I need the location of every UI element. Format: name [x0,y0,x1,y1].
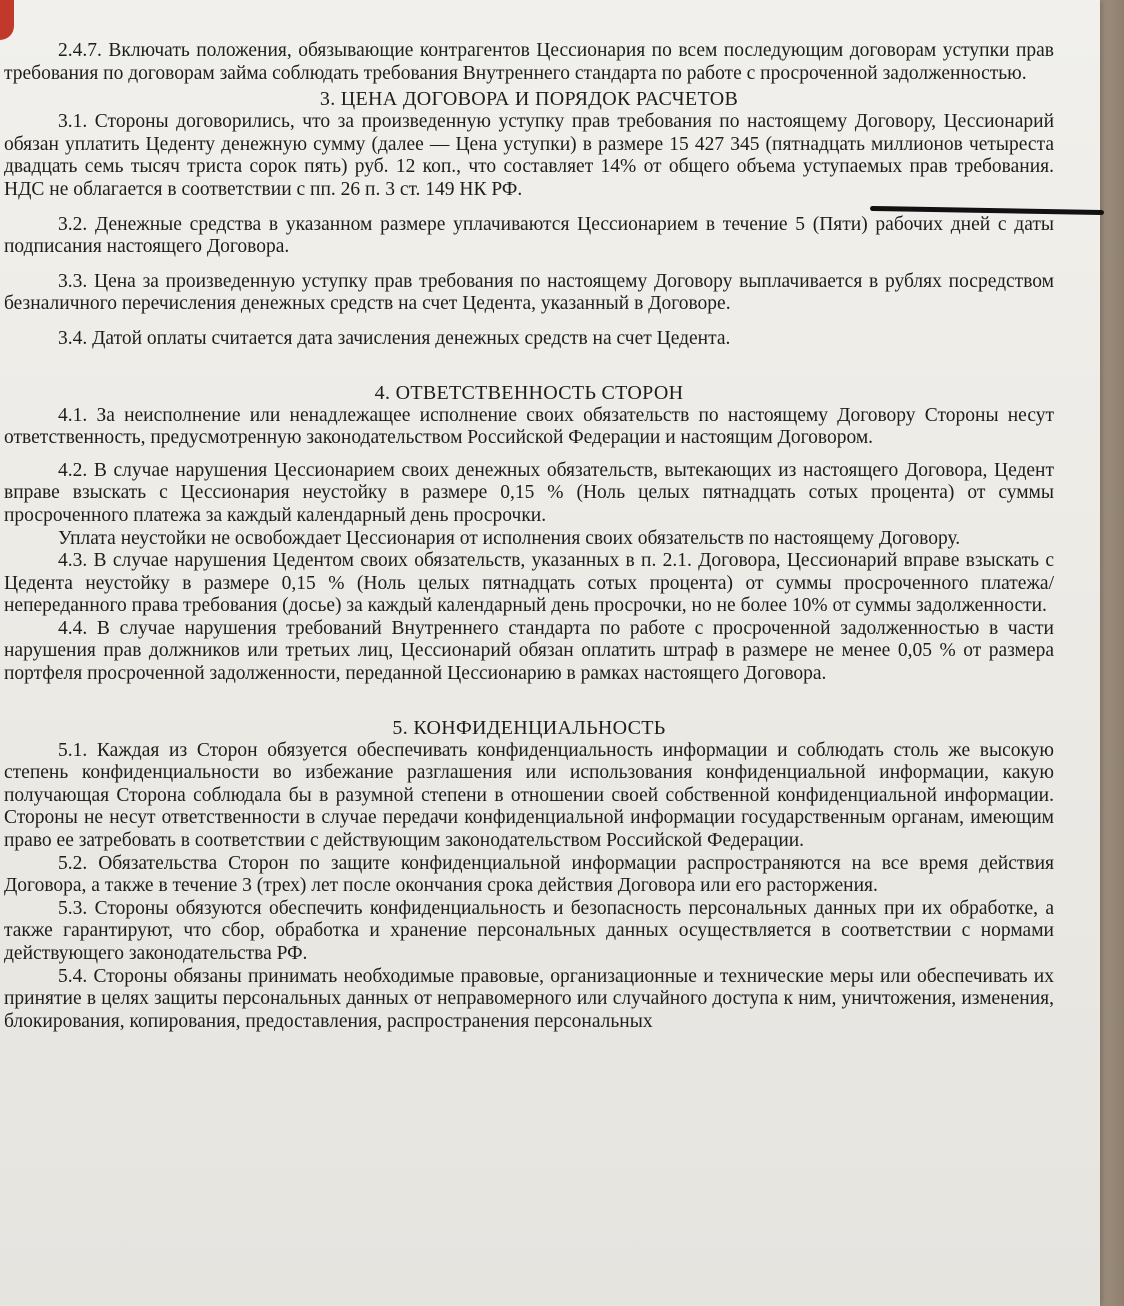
paragraph-4-2-continued: Уплата неустойки не освобождает Цессионария от исполнения своих обязательств по настоящему Договору. [58,527,961,549]
section-3-title: 3. ЦЕНА ДОГОВОРА И ПОРЯДОК РАСЧЕТОВ [319,88,739,111]
section-5-title: 5. КОНФИДЕНЦИАЛЬНОСТЬ [392,716,666,739]
paragraph-3-3: 3.3. Цена за произведенную уступку прав требования по настоящему Договору выплачивается в рублях посредством безналичного перечисления денежных средств на счет Цедента, указанный в Договоре. [4,270,1054,315]
paragraph-2-4-7: 2.4.7. Включать положения, обязывающие контрагентов Цессионария по всем последующим договорам уступки прав требования по договорам займа соблюдать требования Внутреннего стандарта по работе с просроченной задолженностью. [4,40,1054,84]
paragraph-4-3: 4.3. В случае нарушения Цедентом своих обязательств, указанных в п. 2.1. Договора, Цессионарий вправе взыскать с Цедента неустойку в размере 0,15 % (Ноль целых пятнадцать сотых процента) от суммы просроченного платежа/непереданного права требования (досье) за каждый календарный день просрочки, но не более 10% от суммы задолженности. [4,550,1054,617]
paragraph-3-2: 3.2. Денежные средства в указанном размере уплачиваются Цессионарием в течение 5 (Пяти) рабочих дней с даты подписания настоящего Договора. [4,213,1054,258]
section-4-title: 4. ОТВЕТСТВЕННОСТЬ СТОРОН [374,381,684,404]
paragraph-5-3: 5.3. Стороны обязуются обеспечить конфиденциальность и безопасность персональных данных при их обработке, а также гарантируют, что сбор, обработка и хранение персональных данных осуществляется в соответствии с нормами действующего законодательства РФ. [4,897,1054,964]
paragraph-5-2: 5.2. Обязательства Сторон по защите конфиденциальной информации распространяются на все время действия Договора, а также в течение 3 (трех) лет после окончания срока действия Договора или его расторжения. [4,852,1054,897]
paragraph-4-1: 4.1. За неисполнение или ненадлежащее исполнение своих обязательств по настоящему Договору Стороны несут ответственность, предусмотренную законодательством Российской Федерации и настоящим Договором. [4,404,1054,449]
paragraph-4-4: 4.4. В случае нарушения требований Внутреннего стандарта по работе с просроченной задолженностью в части нарушения прав должников или третьих лиц, Цессионарий обязан оплатить штраф в размере не менее 0,05 % от размера портфеля просроченной задолженности, переданной Цессионарию в рамках настоящего Договора. [4,617,1054,685]
paragraph-3-1: 3.1. Стороны договорились, что за произведенную уступку прав требования по настоящему Договору, Цессионарий обязан уплатить Цеденту денежную сумму (далее — Цена уступки) в размере 15 427 345 (пятнадцать миллионов четыреста двадцать семь тысяч триста сорок пять) руб. 12 коп., что составляет 14% от общего объема уступаемых прав требования. НДС не облагается в соответствии с пп. 26 п. 3 ст. 149 НК РФ. [4,111,1054,200]
paragraph-5-1: 5.1. Каждая из Сторон обязуется обеспечивать конфиденциальность информации и соблюдать столь же высокую степень конфиденциальности во избежание разглашения или использования конфиденциальной информации, какую получающая Сторона соблюдала бы в разумной степени в отношении своей собственной конфиденциальной информации. Стороны не несут ответственности в случае передачи конфиденциальной информации государственным органам, имеющим право ее затребовать в соответствии с действующим законодательством Российской Федерации. [4,739,1054,852]
document-body [4,40,1054,1033]
paragraph-5-4: 5.4. Стороны обязаны принимать необходимые правовые, организационные и технические меры или обеспечивать их принятие в целях защиты персональных данных от неправомерного или случайного доступа к ним, уничтожения, изменения, блокирования, копирования, предоставления, распространения персональных [4,965,1054,1032]
paragraph-4-2: 4.2. В случае нарушения Цессионарием своих денежных обязательств, вытекающих из настоящего Договора, Цедент вправе взыскать с Цессионария неустойку в размере 0,15 % (Ноль целых пятнадцать сотых процента) от суммы просроченного платежа за каждый календарный день просрочки. [4,459,1054,526]
paragraph-3-4: 3.4. Датой оплаты считается дата зачисления денежных средств на счет Цедента. [58,327,731,349]
red-corner-mark [0,0,14,40]
